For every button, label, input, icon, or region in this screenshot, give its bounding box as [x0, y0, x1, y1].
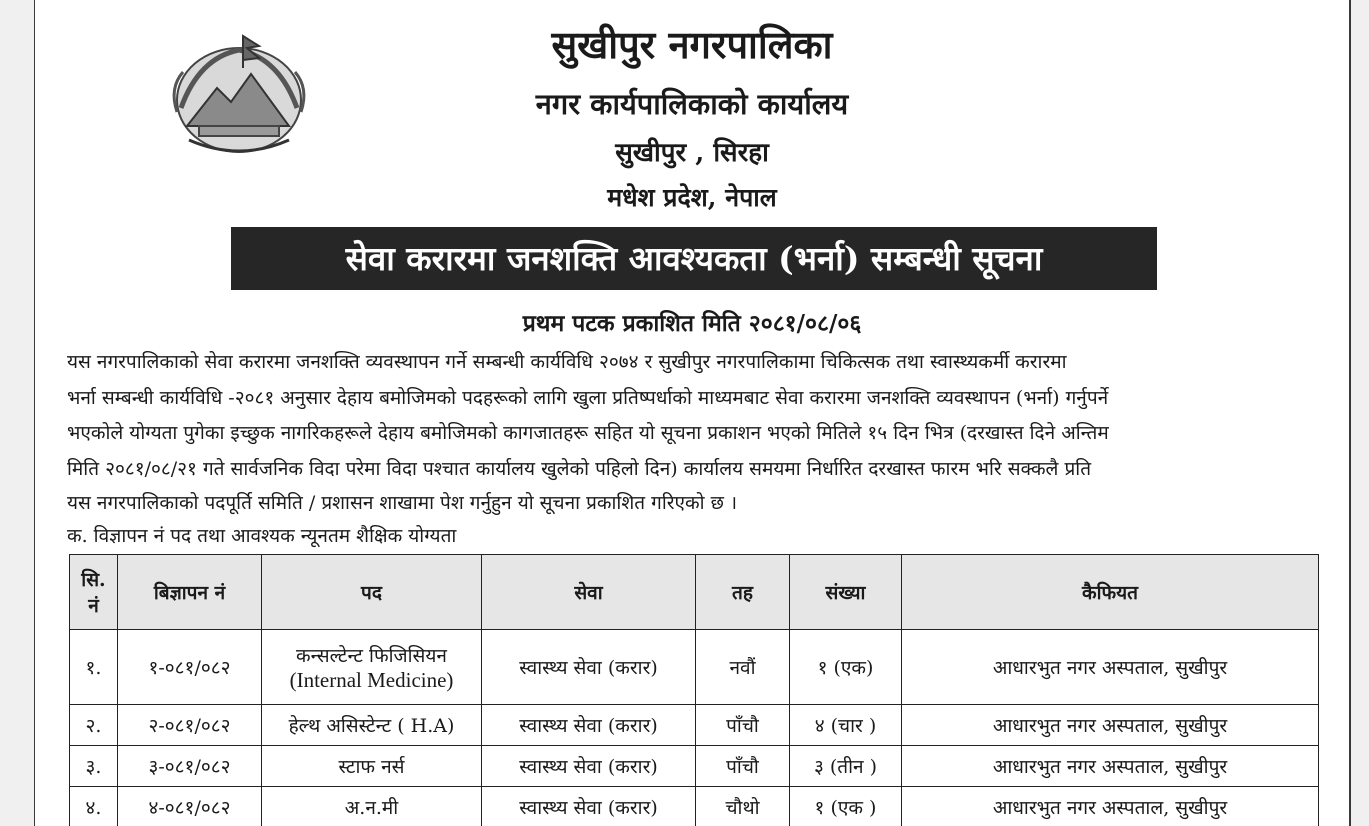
header-post: पद: [262, 555, 482, 630]
cell-post: अ.न.मी: [262, 787, 482, 826]
header-level: तह: [696, 555, 790, 630]
cell-remarks: आधारभुत नगर अस्पताल, सुखीपुर: [902, 705, 1319, 746]
cell-ad-number: २-०८१/०८२: [118, 705, 262, 746]
cell-post: हेल्थ असिस्टेन्ट ( H.A): [262, 705, 482, 746]
cell-serial: १.: [70, 630, 118, 705]
notice-page: [34, 0, 1351, 826]
location-line: सुखीपुर , सिरहा: [615, 138, 769, 168]
cell-level: पाँचौ: [696, 746, 790, 787]
paragraph-line: भर्ना सम्बन्धी कार्यविधि -२०८१ अनुसार देहाय बमोजिमको पदहरूको लागि खुला प्रतिष्पर्धाको माध्यमबाट सेवा करारमा जनशक्ति व्यवस्थापन (भर्ना) गर्नुपर्ने: [67, 387, 1109, 409]
cell-remarks: आधारभुत नगर अस्पताल, सुखीपुर: [902, 746, 1319, 787]
cell-level: पाँचौ: [696, 705, 790, 746]
cell-ad-number: ३-०८१/०८२: [118, 746, 262, 787]
header-ad-number: बिज्ञापन नं: [118, 555, 262, 630]
header-remarks: कैफियत: [902, 555, 1319, 630]
paragraph-line: मिति २०८१/०८/२१ गते सार्वजनिक विदा परेमा विदा पश्चात कार्यालय खुलेको पहिलो दिन) कार्यालय समयमा निर्धारित दरखास्त फारम भरि सक्कलै प्रति: [67, 458, 1092, 480]
cell-count: ३ (तीन ): [790, 746, 902, 787]
cell-service: स्वास्थ्य सेवा (करार): [482, 787, 696, 826]
notice-banner: सेवा करारमा जनशक्ति आवश्यकता (भर्ना) सम्बन्धी सूचना: [231, 227, 1157, 290]
cell-remarks: आधारभुत नगर अस्पताल, सुखीपुर: [902, 630, 1319, 705]
table-header-row: [70, 555, 1319, 630]
cell-service: स्वास्थ्य सेवा (करार): [482, 746, 696, 787]
cell-post: स्टाफ नर्स: [262, 746, 482, 787]
cell-count: ४ (चार ): [790, 705, 902, 746]
cell-ad-number: १-०८१/०८२: [118, 630, 262, 705]
table-row: [70, 787, 1319, 826]
table-row: [70, 746, 1319, 787]
cell-count: १ (एक): [790, 630, 902, 705]
header-count: संख्या: [790, 555, 902, 630]
province-line: मधेश प्रदेश, नेपाल: [607, 183, 777, 212]
office-title: नगर कार्यपालिकाको कार्यालय: [535, 87, 849, 121]
paragraph-line: यस नगरपालिकाको सेवा करारमा जनशक्ति व्यवस्थापन गर्ने सम्बन्धी कार्यविधि २०७४ र सुखीपुर नगरपालिकामा चिकित्सक तथा स्वास्थ्यकर्मी करारमा: [67, 351, 1067, 373]
paragraph-line: भएकोले योग्यता पुगेका इच्छुक नागरिकहरूले देहाय बमोजिमको कागजातहरू सहित यो सूचना प्रकाशन भएको मितिले १५ दिन भित्र (दरखास्त दिने अन्तिम: [67, 422, 1109, 444]
header-service: सेवा: [482, 555, 696, 630]
post-english: (Internal Medicine): [289, 667, 454, 692]
cell-serial: ४.: [70, 787, 118, 826]
cell-serial: २.: [70, 705, 118, 746]
section-heading: क. विज्ञापन नं पद तथा आवश्यक न्यूनतम शैक्षिक योग्यता: [67, 525, 457, 547]
cell-level: नवौं: [696, 630, 790, 705]
cell-post: [262, 630, 482, 705]
cell-service: स्वास्थ्य सेवा (करार): [482, 630, 696, 705]
vacancy-table: [69, 554, 1319, 826]
table-row: [70, 705, 1319, 746]
cell-serial: ३.: [70, 746, 118, 787]
table-row: [70, 630, 1319, 705]
cell-ad-number: ४-०८१/०८२: [118, 787, 262, 826]
cell-level: चौथो: [696, 787, 790, 826]
post-name: कन्सल्टेन्ट फिजिसियन: [296, 644, 447, 667]
municipality-title: सुखीपुर नगरपालिका: [551, 22, 833, 67]
cell-count: १ (एक ): [790, 787, 902, 826]
cell-remarks: आधारभुत नगर अस्पताल, सुखीपुर: [902, 787, 1319, 826]
publish-date: प्रथम पटक प्रकाशित मिति २०८१/०८/०६: [522, 310, 862, 337]
header-serial-number: सि. नं: [70, 555, 118, 630]
paragraph-line: यस नगरपालिकाको पदपूर्ति समिति / प्रशासन शाखामा पेश गर्नुहुन यो सूचना प्रकाशित गरिएको छ ।: [67, 492, 738, 514]
cell-service: स्वास्थ्य सेवा (करार): [482, 705, 696, 746]
